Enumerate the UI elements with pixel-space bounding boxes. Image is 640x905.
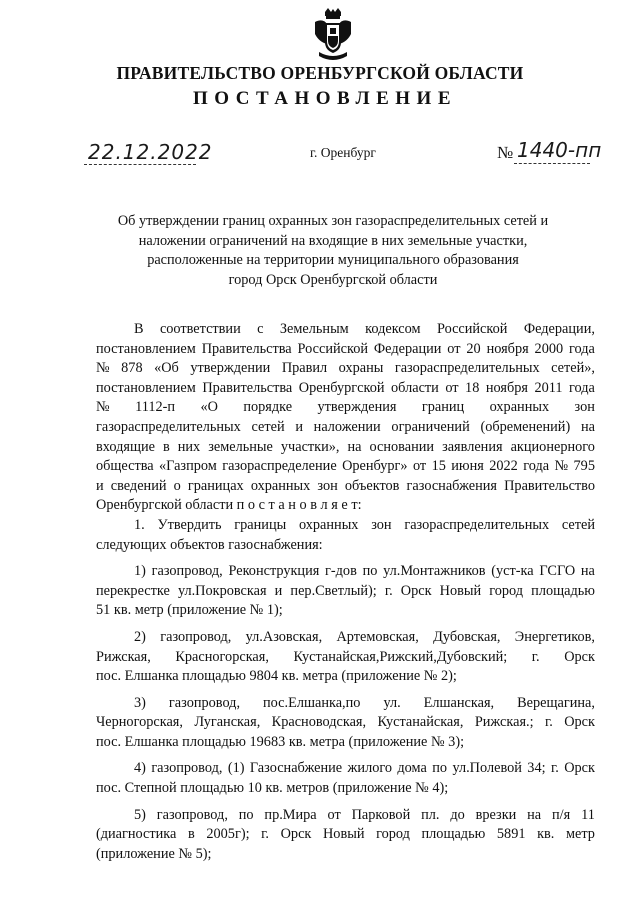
paragraph-line: следующих объектов газоснабжения: [96,536,323,553]
paragraph-line: перекрестке ул.Покровская и пер.Светлый); г. Орск Новый город площадью [96,582,595,599]
paragraph-line: 51 кв. метр (приложение № 1); [96,602,283,619]
paragraph-line: пос. Елшанка площадью 19683 кв. метра (приложение № 3); [96,733,465,750]
paragraph-line: и сведений о границах охранных зон объектов газоснабжения Правительство [96,477,595,494]
title-line: наложении ограничений на входящие в них земельные участки, [138,232,528,249]
paragraph-line: (приложение № 5); [96,845,212,862]
number-underline [514,163,590,164]
document-body [96,320,595,864]
paragraph-line: входящие в них земельные участки», на основании заявления акционерного [96,438,595,455]
paragraph-line: В соответствии с Земельным кодексом Российской Федерации, [134,321,595,337]
number-sign: № [497,143,514,162]
paragraph-line: постановлением Правительства Российской Федерации от 20 ноября 2000 года [96,340,595,357]
organization-name: ПРАВИТЕЛЬСТВО ОРЕНБУРГСКОЙ ОБЛАСТИ [116,63,524,83]
paragraph [96,806,595,865]
paragraph-line: 4) газопровод, (1) Газоснабжение жилого дома по ул.Полевой 34; г. Орск [134,760,595,777]
paragraph-line: Черногорская, Луганская, Красноводская, Кустанайская, Рижская.; г. Орск [96,714,595,731]
paragraph-line: № 1112-п «О порядке утверждения границ охранных зон [96,399,595,416]
paragraph [96,759,595,798]
paragraph-line: общества «Газпром газораспределение Оренбург» от 15 июня 2022 года № 795 [96,458,595,475]
paragraph-line: газораспределительных сетей и наложении ограничений (обременений) на [96,418,595,435]
paragraph [96,516,595,555]
paragraph-line: 3) газопровод, пос.Елшанка,по ул. Елшанская, Верещагина, [134,694,595,711]
paragraph-line: 2) газопровод, ул.Азовская, Артемовская, Дубовская, Энергетиков, [134,628,595,645]
title-line: Об утверждении границ охранных зон газораспределительных сетей и [117,213,549,229]
document-type: ПОСТАНОВЛЕНИЕ [192,88,458,109]
paragraph-line: 1. Утвердить границы охранных зон газораспределительных сетей [134,516,595,533]
document-title [96,212,570,290]
paragraph-line: Оренбургской области п о с т а н о в л я е т: [96,497,362,514]
title-line: расположенные на территории муниципального образования [147,252,519,269]
paragraph-line: пос. Елшанка площадью 9804 кв. метра (приложение № 2); [96,668,457,685]
document-date: 22.12.2022 [88,140,213,164]
paragraph-line: Рижская, Красногорская, Кустанайская,Рижский,Дубовский; г. Орск [96,648,595,665]
paragraph [96,320,595,516]
paragraph-line: (диагностика в 2005г); г. Орск Новый город площадью 5891 кв. метр [96,826,595,843]
paragraph [96,562,595,621]
paragraph-line: 1) газопровод, Реконструкция г-дов по ул.Монтажников (уст-ка ГСГО на [134,563,595,580]
paragraph-line: пос. Степной площадью 10 кв. метров (приложение № 4); [96,780,449,797]
paragraph [96,628,595,687]
paragraph-line: 5) газопровод, по пр.Мира от Парковой пл. до врезки на п/я 11 [134,806,595,823]
document-city: г. Оренбург [310,145,376,160]
paragraph-line: постановлением Правительства Оренбургской области от 18 ноября 2011 года [96,379,595,396]
coat-of-arms-icon [313,8,353,64]
paragraph-line: № 878 «Об утверждении Правил охраны газораспределительных сетей», [96,360,595,377]
title-line: город Орск Оренбургской области [228,271,438,288]
paragraph [96,694,595,753]
document-number: 1440-пп [517,138,602,162]
date-underline [84,164,196,166]
